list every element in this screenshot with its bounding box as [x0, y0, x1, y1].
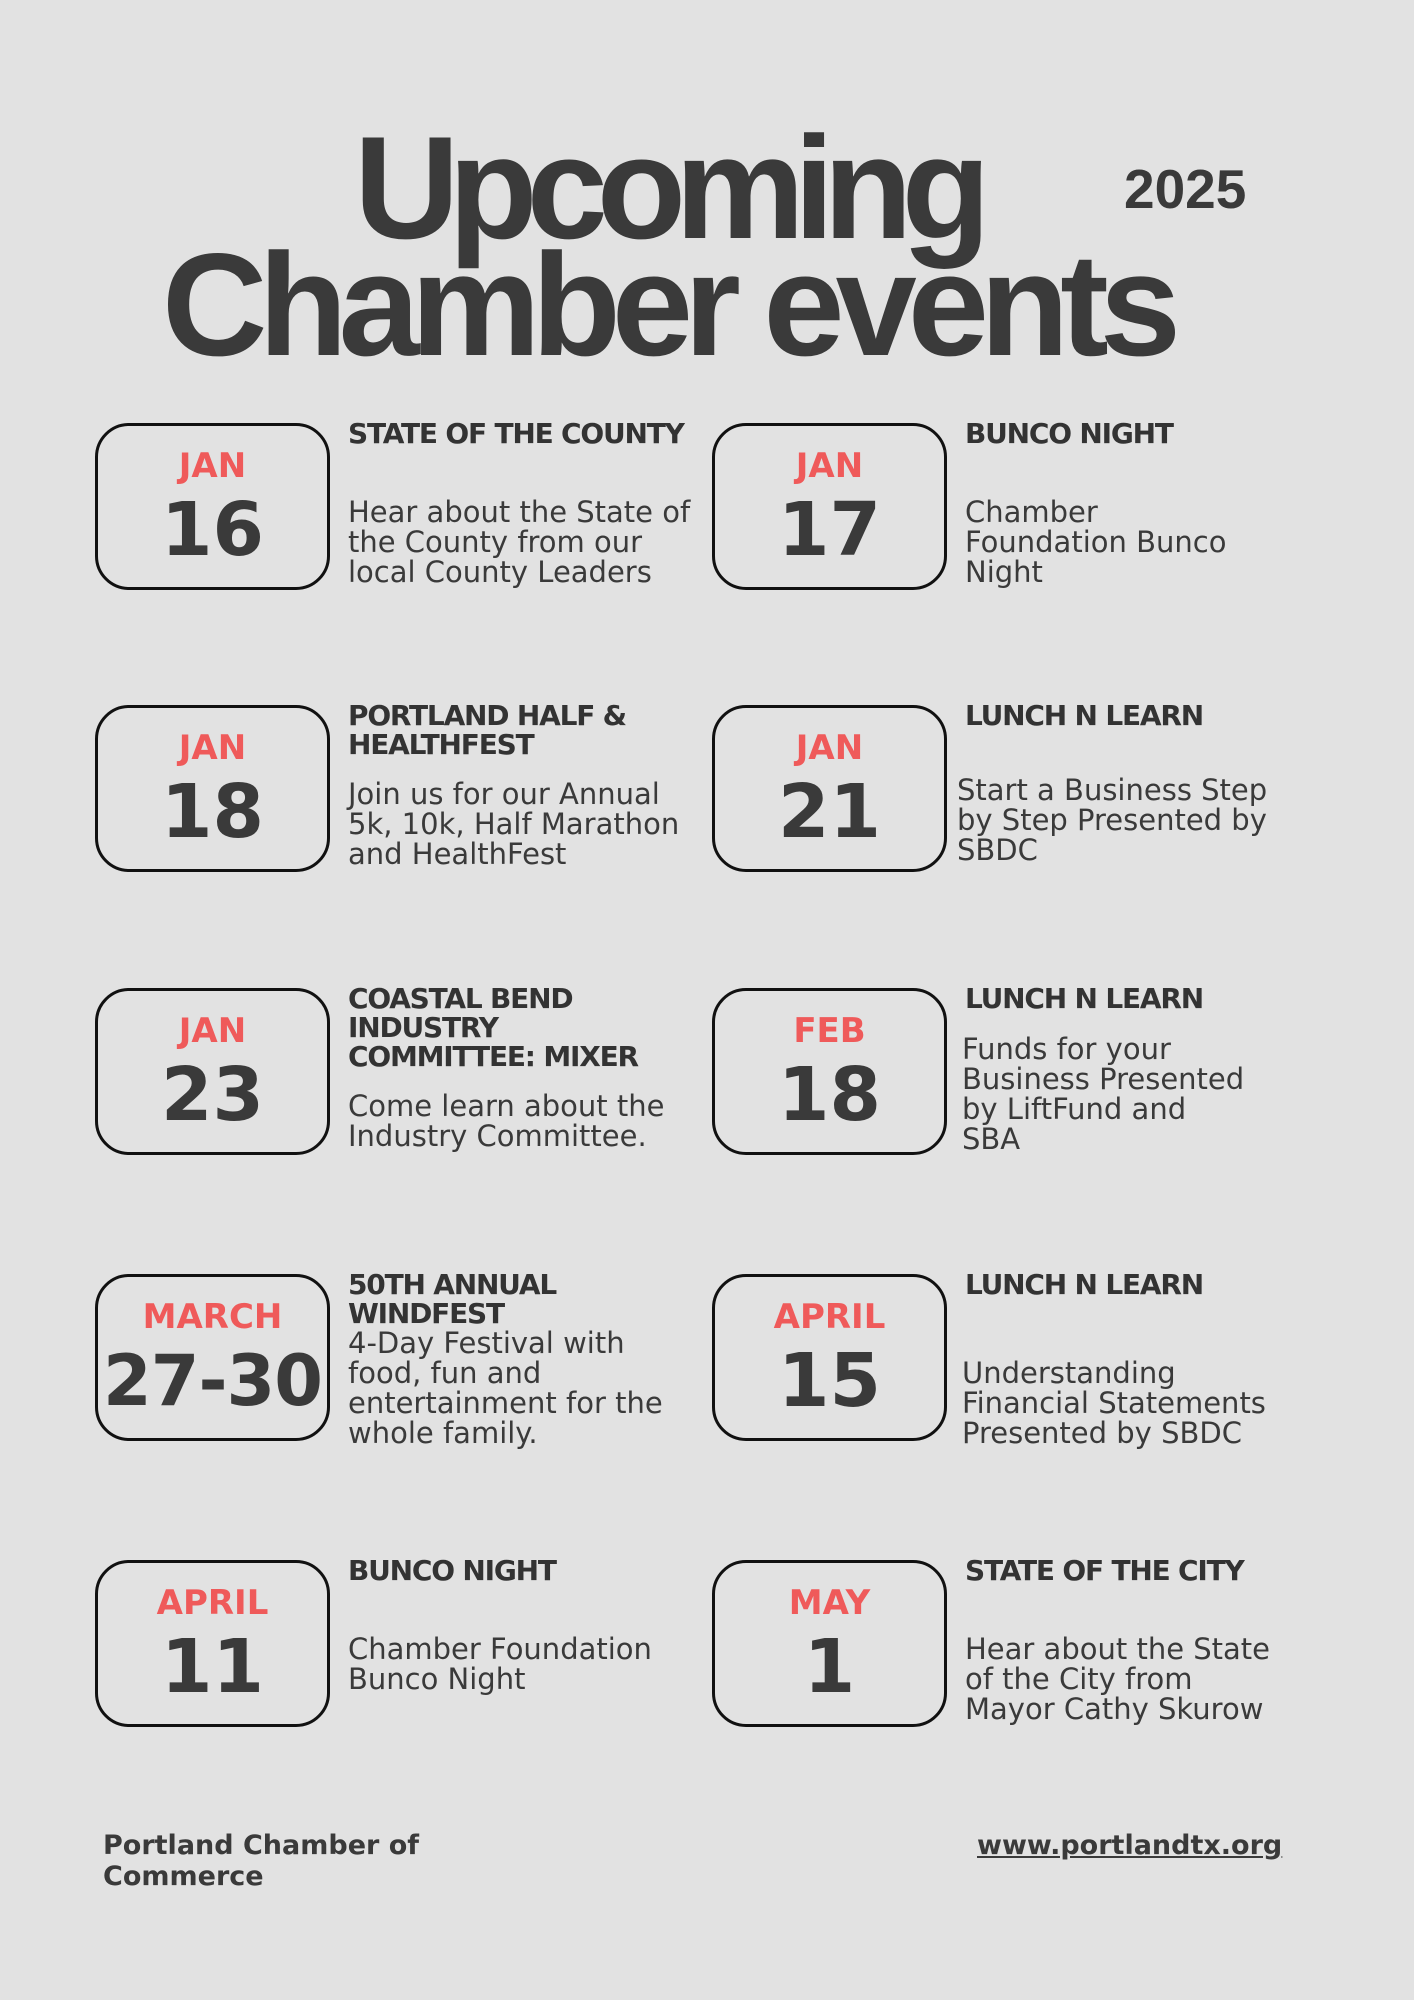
event-day: 18: [161, 769, 264, 855]
event-description: Funds for your Business Presented by LiftFund and SBA: [962, 1032, 1245, 1156]
event-description: Hear about the State of the City from Mayor Cathy Skurow: [965, 1632, 1271, 1726]
date-box: [95, 1274, 330, 1441]
event-description: Understanding Financial Statements Presented by SBDC: [962, 1356, 1266, 1450]
event-month: JAN: [178, 1011, 247, 1051]
event-item: [712, 1268, 1312, 1450]
date-box: [712, 1274, 947, 1441]
event-title: 50TH ANNUAL WINDFEST: [348, 1268, 556, 1330]
footer-organization: Portland Chamber of Commerce: [103, 1830, 420, 1892]
page-title-line-2: Chamber events: [162, 223, 1172, 386]
date-box: [712, 1560, 947, 1727]
event-item: [712, 699, 1312, 880]
event-month: JAN: [795, 446, 864, 486]
event-item: [712, 1554, 1312, 1735]
event-day: 27-30: [103, 1340, 322, 1422]
event-item: [95, 982, 695, 1163]
event-title: BUNCO NIGHT: [965, 417, 1173, 450]
event-day: 17: [778, 487, 881, 573]
event-description: Chamber Foundation Bunco Night: [965, 495, 1227, 589]
event-title: LUNCH N LEARN: [965, 1268, 1203, 1301]
event-item: [95, 699, 695, 880]
event-item: [95, 1268, 695, 1450]
event-day: 15: [778, 1338, 881, 1424]
event-item: [712, 982, 1312, 1163]
page-title-line-1: Upcoming: [354, 106, 980, 269]
date-box: [95, 988, 330, 1155]
event-item: [95, 417, 695, 598]
event-title: LUNCH N LEARN: [965, 699, 1203, 732]
event-title: LUNCH N LEARN: [965, 982, 1203, 1015]
event-title: PORTLAND HALF & HEALTHFEST: [348, 699, 626, 761]
website-link[interactable]: www.portlandtx.org: [977, 1830, 1283, 1861]
event-item: [712, 417, 1312, 598]
event-month: JAN: [795, 728, 864, 768]
event-title: BUNCO NIGHT: [348, 1554, 556, 1587]
event-description: Hear about the State of the County from our local County Leaders: [348, 495, 691, 589]
event-day: 21: [778, 769, 881, 855]
event-day: 1: [803, 1624, 856, 1710]
event-description: Come learn about the Industry Committee.: [348, 1089, 665, 1153]
event-month: FEB: [793, 1011, 866, 1051]
event-month: JAN: [178, 728, 247, 768]
event-day: 18: [778, 1052, 881, 1138]
date-box: [95, 705, 330, 872]
event-title: STATE OF THE COUNTY: [348, 417, 684, 450]
date-box: [95, 423, 330, 590]
event-month: MAY: [788, 1583, 871, 1623]
event-day: 11: [161, 1624, 264, 1710]
event-month: JAN: [178, 446, 247, 486]
event-month: APRIL: [773, 1297, 886, 1337]
event-month: MARCH: [142, 1297, 283, 1337]
date-box: [95, 1560, 330, 1727]
date-box: [712, 705, 947, 872]
date-box: [712, 423, 947, 590]
event-month: APRIL: [156, 1583, 269, 1623]
event-day: 16: [161, 487, 264, 573]
event-title: STATE OF THE CITY: [965, 1554, 1244, 1587]
year-label: 2025: [1124, 158, 1247, 220]
event-description: 4-Day Festival with food, fun and entertainment for the whole family.: [348, 1326, 663, 1450]
event-item: [95, 1554, 695, 1735]
date-box: [712, 988, 947, 1155]
event-title: COASTAL BEND INDUSTRY COMMITTEE: MIXER: [348, 982, 638, 1073]
event-description: Chamber Foundation Bunco Night: [348, 1632, 652, 1696]
event-description: Start a Business Step by Step Presented by SBDC: [957, 773, 1268, 867]
event-description: Join us for our Annual 5k, 10k, Half Marathon and HealthFest: [348, 777, 680, 871]
event-day: 23: [161, 1052, 264, 1138]
